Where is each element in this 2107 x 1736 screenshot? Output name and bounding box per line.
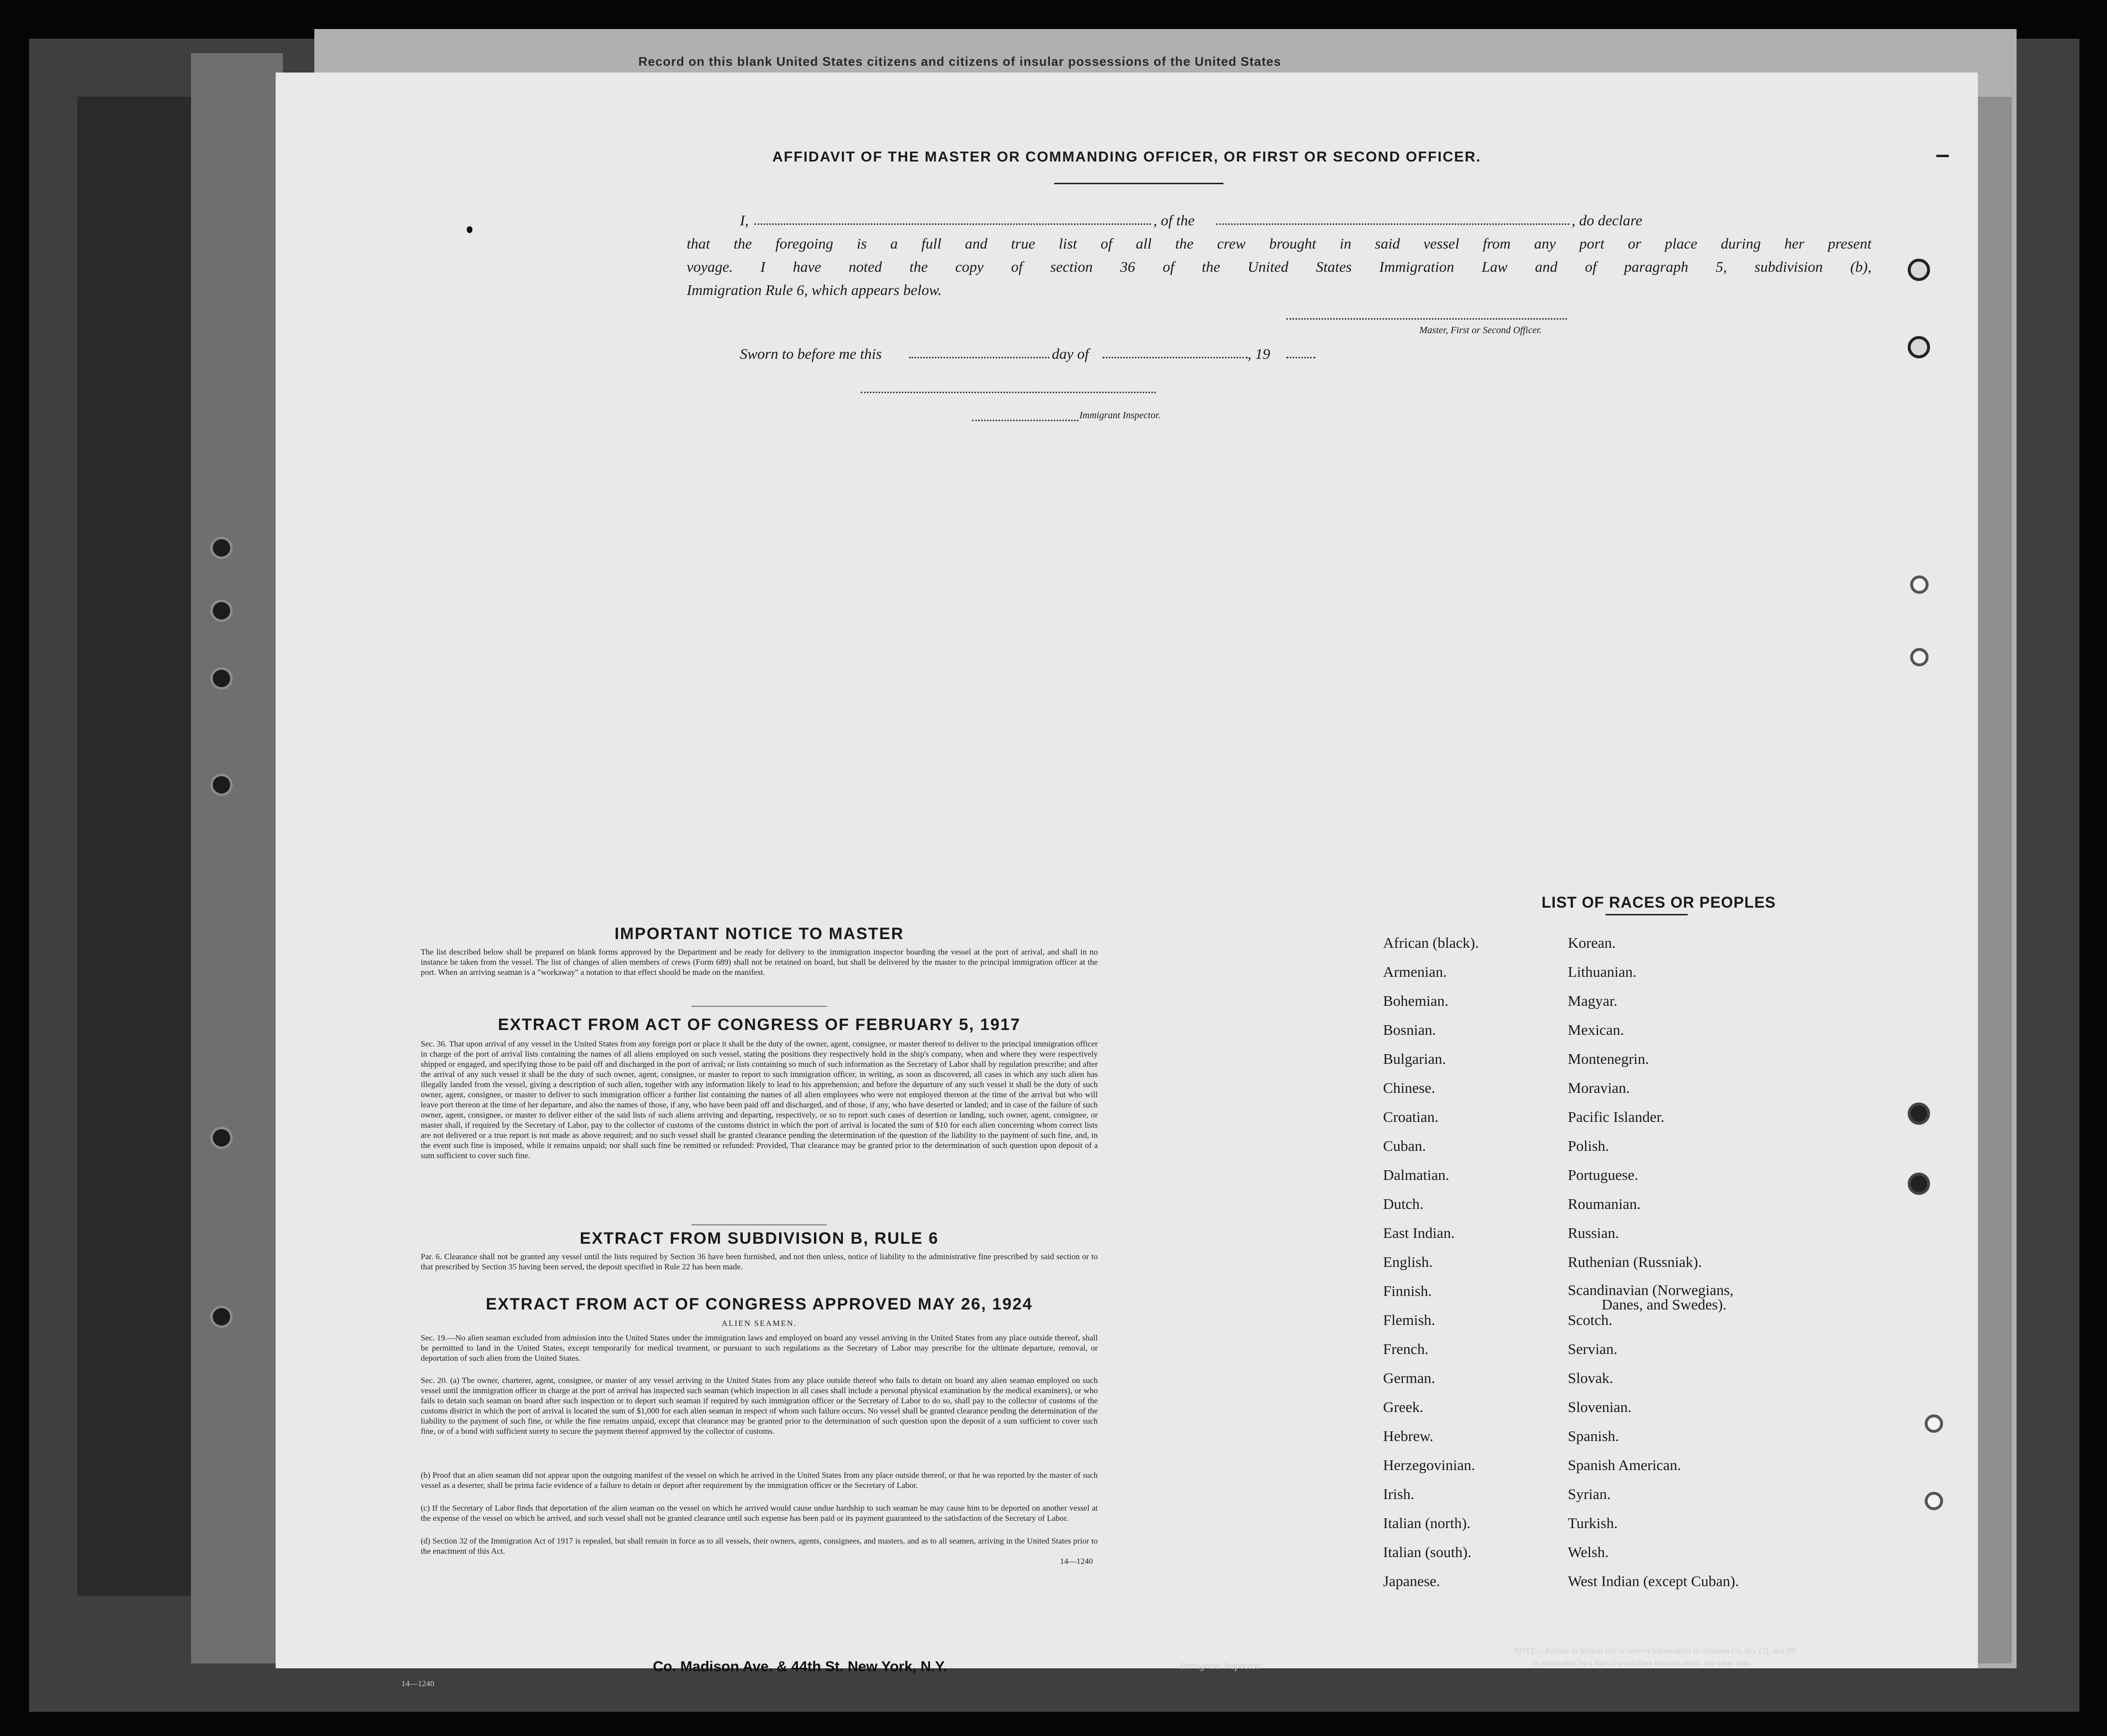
extract-1924-subtitle: ALIEN SEAMEN. (722, 1319, 797, 1328)
sec-19-text: Sec. 19.—No alien seaman excluded from admission into the United States under the immigration laws and employed on board any vessel arriving in the United States from any place outside thereof, shall be permitted to land in the United States, except temporarily for medical treatment, or pursuant to such regulations as the Secretary of Labor may prescribe for the ultimate departure, removal, or deportation of such alien from the United States. (421, 1333, 1098, 1363)
year-label: , 19 (1248, 345, 1270, 362)
race-item: Mexican. (1568, 1021, 1624, 1038)
race-item: Servian. (1568, 1340, 1618, 1357)
sec-20b-text: (b) Proof that an alien seaman did not appear upon the outgoing manifest of the vessel on which he arrived in the United States from any place outside thereof, or that he was reported by the master of such vessel as a deserter, shall be prima facie evidence of a failure to detain or deport after requirement by the immigration officer or the Secretary of Labor. (421, 1471, 1098, 1490)
punch-hole (1908, 259, 1930, 281)
underlying-sheet-header: Record on this blank United States citizens and citizens of insular possessions of the United States (638, 54, 1282, 69)
race-item: Bulgarian. (1383, 1050, 1446, 1067)
race-item: German. (1383, 1369, 1435, 1386)
master-signature-label: Master, First or Second Officer. (1419, 325, 1542, 336)
extract-1917-title: EXTRACT FROM ACT OF CONGRESS OF FEBRUARY 5, 1917 (498, 1015, 1021, 1034)
race-item: Chinese. (1383, 1079, 1435, 1096)
separator (692, 1006, 827, 1007)
printer-imprint: Co. Madison Ave. & 44th St. New York, N.Y. (653, 1659, 947, 1675)
separator (692, 1224, 827, 1225)
race-item: Scotch. (1568, 1311, 1613, 1328)
race-item: Welsh. (1568, 1544, 1609, 1560)
punch-hole (1908, 1173, 1930, 1195)
race-item: English. (1383, 1253, 1433, 1270)
rule-6-title: EXTRACT FROM SUBDIVISION B, RULE 6 (579, 1229, 939, 1248)
race-item: Slovenian. (1568, 1398, 1632, 1415)
race-item: Lithuanian. (1568, 963, 1637, 980)
race-item: Turkish. (1568, 1515, 1618, 1531)
sworn-label: Sworn to before me this (740, 345, 882, 362)
punch-hole (1908, 1103, 1930, 1125)
affidavit-line-4: Immigration Rule 6, which appears below. (687, 281, 942, 298)
affidavit-title: AFFIDAVIT OF THE MASTER OR COMMANDING OFFICER, OR FIRST OR SECOND OFFICER. (772, 149, 1481, 165)
sworn-month-blank (1103, 357, 1248, 358)
penalty-note-line-2: is punishable by a fine of ten dollars for each alien. See other side. (1533, 1659, 1752, 1668)
notice-title: IMPORTANT NOTICE TO MASTER (614, 925, 904, 943)
affidavit-i-label: I, (740, 212, 749, 229)
extract-1924-title: EXTRACT FROM ACT OF CONGRESS APPROVED MAY 26, 1924 (486, 1295, 1033, 1313)
vessel-blank (1216, 223, 1569, 225)
race-item: Korean. (1568, 934, 1616, 951)
race-item: Herzegovinian. (1383, 1456, 1475, 1473)
race-item: West Indian (except Cuban). (1568, 1573, 1739, 1589)
binding-strip (191, 53, 283, 1663)
sworn-day-blank (909, 357, 1049, 358)
race-item: Roumanian. (1568, 1195, 1641, 1212)
race-item: Dutch. (1383, 1195, 1424, 1212)
race-item: Spanish. (1568, 1427, 1619, 1444)
affidavit-line-3: voyage. I have noted the copy of section 36 of the United States Immigration Law and of paragraph 5, subdivision (b), (687, 258, 1871, 275)
extract-form-code: 14—1240 (1060, 1557, 1093, 1566)
punch-hole (1908, 336, 1930, 358)
sec-20a-text: Sec. 20. (a) The owner, charterer, agent, consignee, or master of any vessel arriving in the United States from any place outside thereof who fails to detain on board any alien seaman employed on such vessel until the immigration officer in charge at the port of arrival has inspected such seaman (which inspection in all cases shall include a personal physical examination by the medical examiners), or who fails to detain such seaman on board after such inspection or to deport such seaman if required by such immigration officer or the Secretary of Labor to do so, shall pay to the collector of customs of the customs district in which the port of arrival is located the sum of $1,000 for each alien seaman in respect of whom such failure occurs. No vessel shall be granted clearance pending the determination of the liability to the payment of such fine, or while the fine remains unpaid, except that clearance may be granted prior to the determination of such question upon the deposit of a sum sufficient to cover such fine, or of a bond with sufficient surety to secure the payment thereof approved by the collector of customs. (421, 1376, 1098, 1436)
race-item: African (black). (1383, 934, 1479, 951)
rivet (210, 537, 233, 559)
race-item: East Indian. (1383, 1224, 1455, 1241)
race-item: Portuguese. (1568, 1166, 1638, 1183)
rule-6-text: Par. 6. Clearance shall not be granted any vessel until the lists required by Section 36 have been furnished, and not then unless, notice of liability to the administrative fine prescribed by said section or to that prescribed by Section 35 having been served, the deposit specified in Rule 22 has been made. (421, 1252, 1098, 1271)
inspector-label: Immigrant Inspector. (1079, 410, 1161, 421)
race-item: Polish. (1568, 1137, 1609, 1154)
race-item: Magyar. (1568, 992, 1618, 1009)
sworn-year-blank (1286, 357, 1315, 358)
rivet (210, 774, 233, 796)
race-item: Ruthenian (Russniak). (1568, 1253, 1702, 1270)
race-item: Finnish. (1383, 1282, 1432, 1299)
affidavit-line-2: that the foregoing is a full and true list of all the crew brought in said vessel from any port or place during her present (687, 235, 1871, 252)
race-item: Armenian. (1383, 963, 1447, 980)
race-item: Pacific Islander. (1568, 1108, 1665, 1125)
race-item: Greek. (1383, 1398, 1424, 1415)
ink-dot (467, 226, 472, 233)
race-item: Danes, and Swedes). (1602, 1296, 1727, 1313)
penalty-note-line-1: NOTE.—Failure to furnish full or correct information in columns (5), (6), (7), and (8) (1514, 1646, 1796, 1655)
races-title: LIST OF RACES OR PEOPLES (1541, 894, 1776, 911)
race-item: Scandinavian (Norwegians, (1568, 1281, 1734, 1298)
race-item: Spanish American. (1568, 1456, 1681, 1473)
punch-hole (1910, 648, 1929, 666)
extract-1917-text: Sec. 36. That upon arrival of any vessel in the United States from any foreign port or place it shall be the duty of the owner, agent, consignee, or master thereof to deliver to the principal immigration officer in charge of the port of arrival lists containing the names of all aliens employed on such vessel, stating the positions they respectively hold in the ship's company, when and where they were respectively shipped or engaged, and specifying those to be paid off and discharged in the port of arrival; or lists containing so much of such information as the Secretary of Labor shall by regulation prescribe; and after the arrival of any such vessel it shall be the duty of such owner, agent, consignee, or master to report to such immigration officer, in writing, as soon as discovered, all cases in which any such alien has illegally landed from the vessel, giving a description of such alien, together with any information likely to lead to his apprehension; and before the departure of any such vessel it shall be the duty of such owner, agent, consignee, or master to deliver to such immigration officer a further list containing the names of all alien employees who were not employed thereon at the time of the arrival but who will leave port thereon at the time of her departure, and also the names of those, if any, who have been paid off and discharged, and of those, if any, who have deserted or landed; and in case of the failure of such owner, agent, consignee, or master to deliver either of the said lists of such aliens arriving and departing, respectively, or so to report such cases of desertion or landing, such owner, agent, consignee, or master shall, if required by the Secretary of Labor, pay to the collector of customs of the customs district in which the port of arrival is located the sum of $10 for each alien concerning whom correct lists are not delivered or a true report is not made as above required; and no such vessel shall be granted clearance pending the determination of the question of the liability to the payment of such fine, and, in the event such fine is imposed, while it remains unpaid; nor shall such fine be remitted or refunded: Provided, That clearance may be granted prior to the determination of such question upon deposit of a sum sufficient to cover such fine. (421, 1039, 1098, 1160)
rivet (210, 1306, 233, 1328)
race-item: Bohemian. (1383, 992, 1449, 1009)
day-of-label: day of (1052, 345, 1089, 362)
sec-20c-text: (c) If the Secretary of Labor finds that deportation of the alien seaman on the vessel on which he arrived would cause undue hardship to such seaman he may cause him to be deported on another vessel at the expense of the vessel on which he arrived, and such vessel shall not be granted clearance until such expense has been paid or its payment guaranteed to the satisfaction of the Secretary of Labor. (421, 1503, 1098, 1523)
races-title-underline (1606, 914, 1688, 915)
inspector-prefix-line (972, 420, 1078, 421)
race-item: Flemish. (1383, 1311, 1435, 1328)
affidavit-page (276, 73, 1978, 1668)
punch-hole (1925, 1414, 1943, 1433)
bottom-form-code: 14—1240 (401, 1679, 434, 1688)
race-item: Dalmatian. (1383, 1166, 1449, 1183)
affidavit-of-the: , of the (1153, 212, 1195, 229)
race-item: French. (1383, 1340, 1429, 1357)
master-signature-line (1286, 318, 1567, 320)
rivet (210, 667, 233, 690)
sec-20d-text: (d) Section 32 of the Immigration Act of 1917 is repealed, but shall remain in force as to all vessels, their owners, agents, consignees, and masters, and as to all seamen, arriving in the United States prior to the enactment of this Act. (421, 1536, 1098, 1556)
race-item: Syrian. (1568, 1486, 1611, 1502)
race-item: Irish. (1383, 1486, 1414, 1502)
title-rule (1054, 183, 1223, 184)
name-blank (754, 223, 1151, 225)
race-item: Bosnian. (1383, 1021, 1436, 1038)
punch-hole (1925, 1492, 1943, 1510)
race-item: Croatian. (1383, 1108, 1439, 1125)
bottom-inspector-label: Immigrant Inspector. (1180, 1661, 1261, 1671)
punch-hole (1910, 575, 1929, 594)
race-item: Slovak. (1568, 1369, 1613, 1386)
race-item: Hebrew. (1383, 1427, 1433, 1444)
inspector-signature-line (861, 392, 1156, 393)
race-item: Japanese. (1383, 1573, 1440, 1589)
rivet (210, 1127, 233, 1149)
binder-spine (77, 97, 203, 1596)
race-item: Italian (north). (1383, 1515, 1471, 1531)
race-item: Cuban. (1383, 1137, 1426, 1154)
race-item: Montenegrin. (1568, 1050, 1649, 1067)
race-item: Moravian. (1568, 1079, 1630, 1096)
race-item: Russian. (1568, 1224, 1619, 1241)
rivet (210, 600, 233, 622)
affidavit-do-declare: , do declare (1572, 212, 1643, 229)
notice-text: The list described below shall be prepared on blank forms approved by the Department and be ready for delivery to the immigration inspector boarding the vessel at the port of arrival, and shall in no instance be taken from the vessel. The list of changes of alien members of crews (Form 689) shall not be retained on board, but shall be delivered by the master to the principal immigration officer at the port. When an arriving seaman is a "workaway" a notation to that effect should be made on the manifest. (421, 947, 1098, 977)
race-item: Italian (south). (1383, 1544, 1472, 1560)
